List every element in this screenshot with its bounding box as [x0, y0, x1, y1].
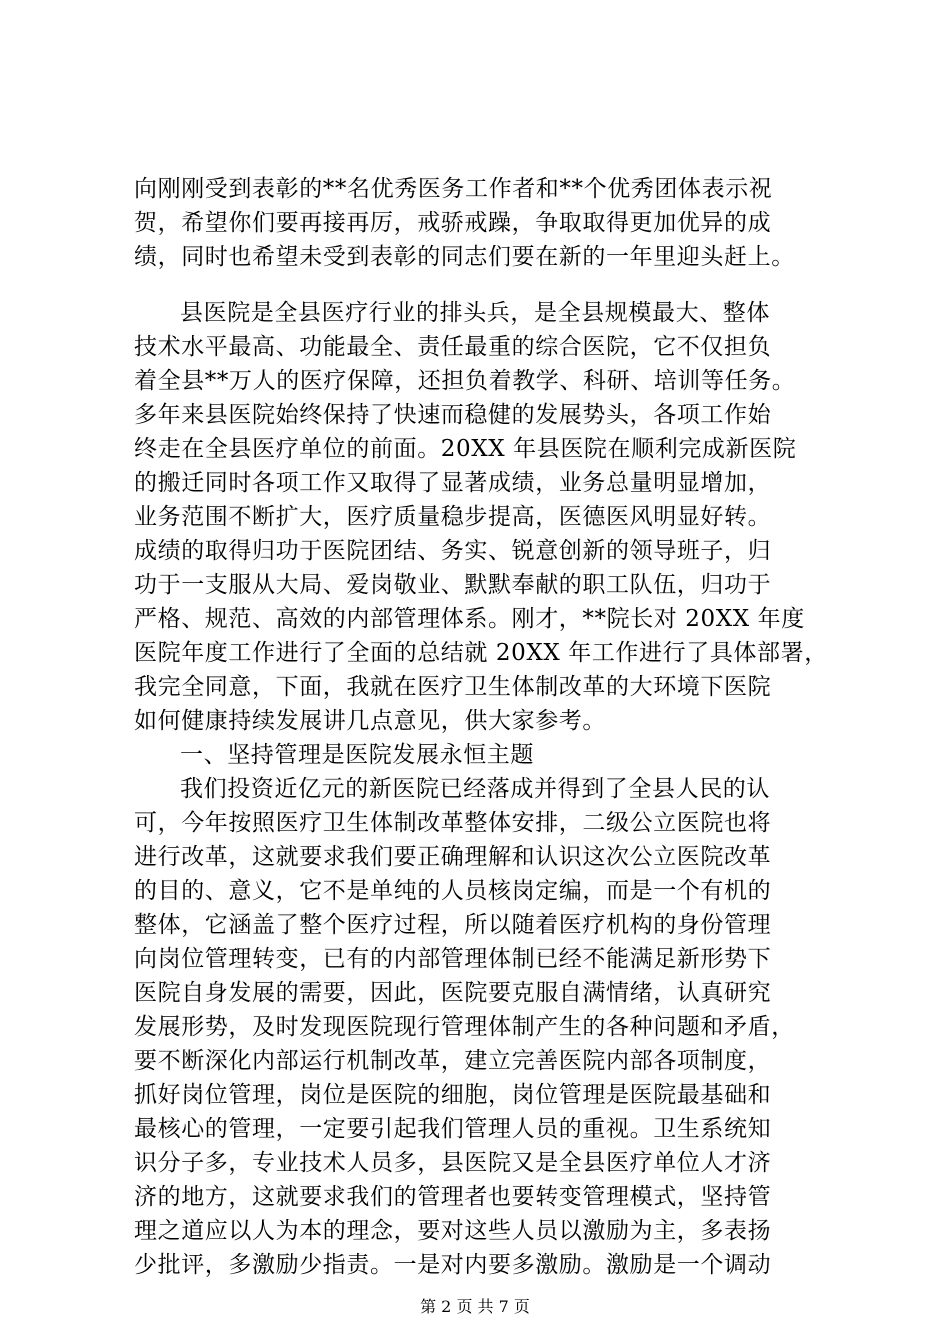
- paragraph-line: 县医院是全县医疗行业的排头兵，是全县规模最大、整体: [180, 300, 770, 326]
- paragraph-line: 我们投资近亿元的新医院已经落成并得到了全县人民的认: [180, 776, 770, 802]
- paragraph-line: 功于一支服从大局、爱岗敬业、默默奉献的职工队伍，归功于: [134, 572, 772, 598]
- paragraph-line: 可，今年按照医疗卫生体制改革整体安排，二级公立医院也将: [134, 810, 772, 836]
- paragraph-line: 的搬迁同时各项工作又取得了显著成绩，业务总量明显增加，: [134, 470, 772, 496]
- paragraph-line: 发展形势，及时发现医院现行管理体制产生的各种问题和矛盾，: [134, 1014, 795, 1040]
- paragraph-line: 着全县**万人的医疗保障，还担负着教学、科研、培训等任务。: [134, 368, 796, 394]
- paragraph-line: 医院自身发展的需要，因此，医院要克服自满情绪，认真研究: [134, 980, 772, 1006]
- paragraph-line: 绩，同时也希望未受到表彰的同志们要在新的一年里迎头赶上。: [134, 244, 795, 270]
- page-number-footer: 第 2 页 共 7 页: [420, 1297, 530, 1316]
- paragraph-line: 严格、规范、高效的内部管理体系。刚才，**院长对 20XX 年度: [134, 606, 805, 632]
- paragraph-line: 技术水平最高、功能最全、责任最重的综合医院，它不仅担负: [134, 334, 772, 360]
- paragraph-line: 抓好岗位管理，岗位是医院的细胞，岗位管理是医院最基础和: [134, 1082, 772, 1108]
- paragraph-line: 多年来县医院始终保持了快速而稳健的发展势头，各项工作始: [134, 402, 772, 428]
- paragraph-line: 理之道应以人为本的理念，要对这些人员以激励为主，多表扬: [134, 1218, 772, 1244]
- paragraph-line: 向岗位管理转变，已有的内部管理体制已经不能满足新形势下: [134, 946, 772, 972]
- paragraph-line: 成绩的取得归功于医院团结、务实、锐意创新的领导班子，归: [134, 538, 772, 564]
- paragraph-line: 医院年度工作进行了全面的总结就 20XX 年工作进行了具体部署，: [134, 640, 828, 666]
- paragraph-line: 进行改革，这就要求我们要正确理解和认识这次公立医院改革: [134, 844, 772, 870]
- paragraph-line: 最核心的管理，一定要引起我们管理人员的重视。卫生系统知: [134, 1116, 772, 1142]
- paragraph-line: 要不断深化内部运行机制改革，建立完善医院内部各项制度，: [134, 1048, 772, 1074]
- paragraph-line: 整体，它涵盖了整个医疗过程，所以随着医疗机构的身份管理: [134, 912, 772, 938]
- paragraph-line: 济的地方，这就要求我们的管理者也要转变管理模式，坚持管: [134, 1184, 772, 1210]
- paragraph-line: 的目的、意义，它不是单纯的人员核岗定编，而是一个有机的: [134, 878, 772, 904]
- paragraph-line: 少批评，多激励少指责。一是对内要多激励。激励是一个调动: [134, 1252, 772, 1278]
- paragraph-line: 我完全同意，下面，我就在医疗卫生体制改革的大环境下医院: [134, 674, 772, 700]
- paragraph-line: 终走在全县医疗单位的前面。20XX 年县医院在顺利完成新医院: [134, 436, 797, 462]
- paragraph-line: 如何健康持续发展讲几点意见，供大家参考。: [134, 708, 606, 734]
- paragraph-line: 业务范围不断扩大，医疗质量稳步提高，医德医风明显好转。: [134, 504, 772, 530]
- paragraph-line: 识分子多，专业技术人员多，县医院又是全县医疗单位人才济: [134, 1150, 772, 1176]
- paragraph-line: 贺，希望你们要再接再厉，戒骄戒躁，争取取得更加优异的成: [134, 210, 772, 236]
- paragraph-line: 向刚刚受到表彰的**名优秀医务工作者和**个优秀团体表示祝: [134, 176, 773, 202]
- section-heading: 一、坚持管理是医院发展永恒主题: [180, 742, 534, 768]
